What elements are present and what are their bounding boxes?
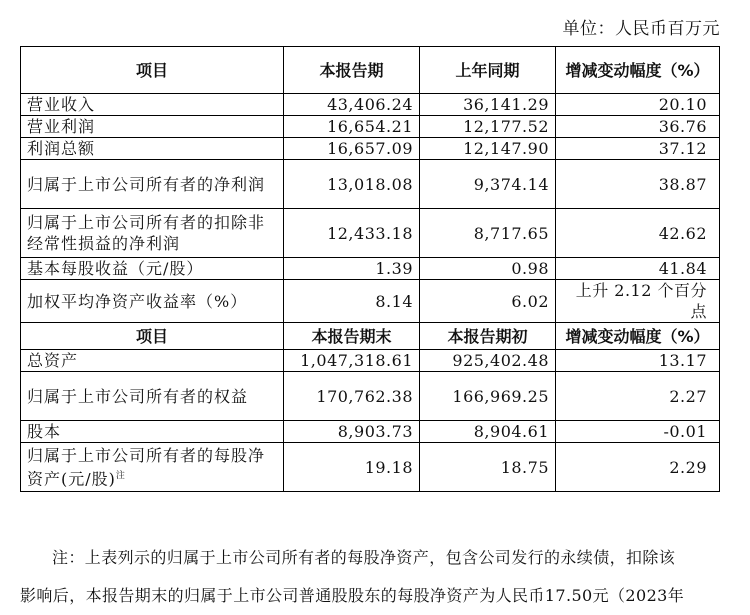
header-item: 项目 (21, 47, 284, 94)
prior-value: 12,147.90 (420, 138, 556, 160)
period-end-value: 170,762.38 (284, 372, 420, 421)
header-period-end: 本报告期末 (284, 323, 420, 350)
period-end-value: 19.18 (284, 443, 420, 492)
prior-value: 36,141.29 (420, 94, 556, 116)
change-value: -0.01 (556, 421, 720, 443)
row-label: 归属于上市公司所有者的净利润 (21, 160, 284, 209)
footnote-line-1: 注：上表列示的归属于上市公司所有者的每股净资产，包含公司发行的永续债，扣除该 (52, 548, 676, 567)
table-subheader-row (21, 323, 720, 350)
period-start-value: 8,904.61 (420, 421, 556, 443)
change-value: 上升 2.12 个百分点 (556, 280, 720, 323)
table-row (21, 280, 720, 323)
current-value: 1.39 (284, 258, 420, 280)
unit-label: 单位：人民币百万元 (562, 19, 720, 39)
financial-summary-table (20, 46, 720, 492)
row-label: 营业收入 (21, 94, 284, 116)
row-label: 利润总额 (21, 138, 284, 160)
prior-value: 0.98 (420, 258, 556, 280)
current-value: 16,654.21 (284, 116, 420, 138)
current-value: 12,433.18 (284, 209, 420, 258)
current-value: 13,018.08 (284, 160, 420, 209)
change-value: 37.12 (556, 138, 720, 160)
header-item: 项目 (21, 323, 284, 350)
row-label: 加权平均净资产收益率（%） (21, 280, 284, 323)
header-change: 增减变动幅度（%） (556, 323, 720, 350)
row-label: 归属于上市公司所有者的扣除非经常性损益的净利润 (21, 209, 284, 258)
change-value: 36.76 (556, 116, 720, 138)
footnote-marker: 注 (115, 470, 126, 481)
table-row (21, 116, 720, 138)
row-label: 归属于上市公司所有者的权益 (21, 372, 284, 421)
row-label: 归属于上市公司所有者的每股净资产(元/股) (27, 445, 266, 489)
change-value: 13.17 (556, 350, 720, 372)
table-row (21, 350, 720, 372)
prior-value: 12,177.52 (420, 116, 556, 138)
row-label: 总资产 (21, 350, 284, 372)
prior-value: 8,717.65 (420, 209, 556, 258)
prior-value: 6.02 (420, 280, 556, 323)
footnote-line-2: 影响后，本报告期末的归属于上市公司普通股股东的每股净资产为人民币17.50元（2023年 (20, 586, 685, 605)
current-value: 8.14 (284, 280, 420, 323)
table-row (21, 258, 720, 280)
change-value: 20.10 (556, 94, 720, 116)
change-value: 2.27 (556, 372, 720, 421)
period-end-value: 8,903.73 (284, 421, 420, 443)
period-start-value: 166,969.25 (420, 372, 556, 421)
table-row (21, 372, 720, 421)
table-row (21, 209, 720, 258)
header-period-start: 本报告期初 (420, 323, 556, 350)
table-row (21, 160, 720, 209)
table-row (21, 94, 720, 116)
row-label-cell (21, 443, 284, 492)
change-value: 38.87 (556, 160, 720, 209)
period-start-value: 925,402.48 (420, 350, 556, 372)
current-value: 16,657.09 (284, 138, 420, 160)
row-label: 营业利润 (21, 116, 284, 138)
current-value: 43,406.24 (284, 94, 420, 116)
table-row (21, 443, 720, 492)
row-label: 基本每股收益（元/股） (21, 258, 284, 280)
period-end-value: 1,047,318.61 (284, 350, 420, 372)
change-value: 2.29 (556, 443, 720, 492)
prior-value: 9,374.14 (420, 160, 556, 209)
change-value: 42.62 (556, 209, 720, 258)
table-row (21, 138, 720, 160)
header-prior-period: 上年同期 (420, 47, 556, 94)
change-value: 41.84 (556, 258, 720, 280)
header-change: 增减变动幅度（%） (556, 47, 720, 94)
table-row (21, 421, 720, 443)
table-header-row (21, 47, 720, 94)
header-current-period: 本报告期 (284, 47, 420, 94)
row-label: 股本 (21, 421, 284, 443)
period-start-value: 18.75 (420, 443, 556, 492)
